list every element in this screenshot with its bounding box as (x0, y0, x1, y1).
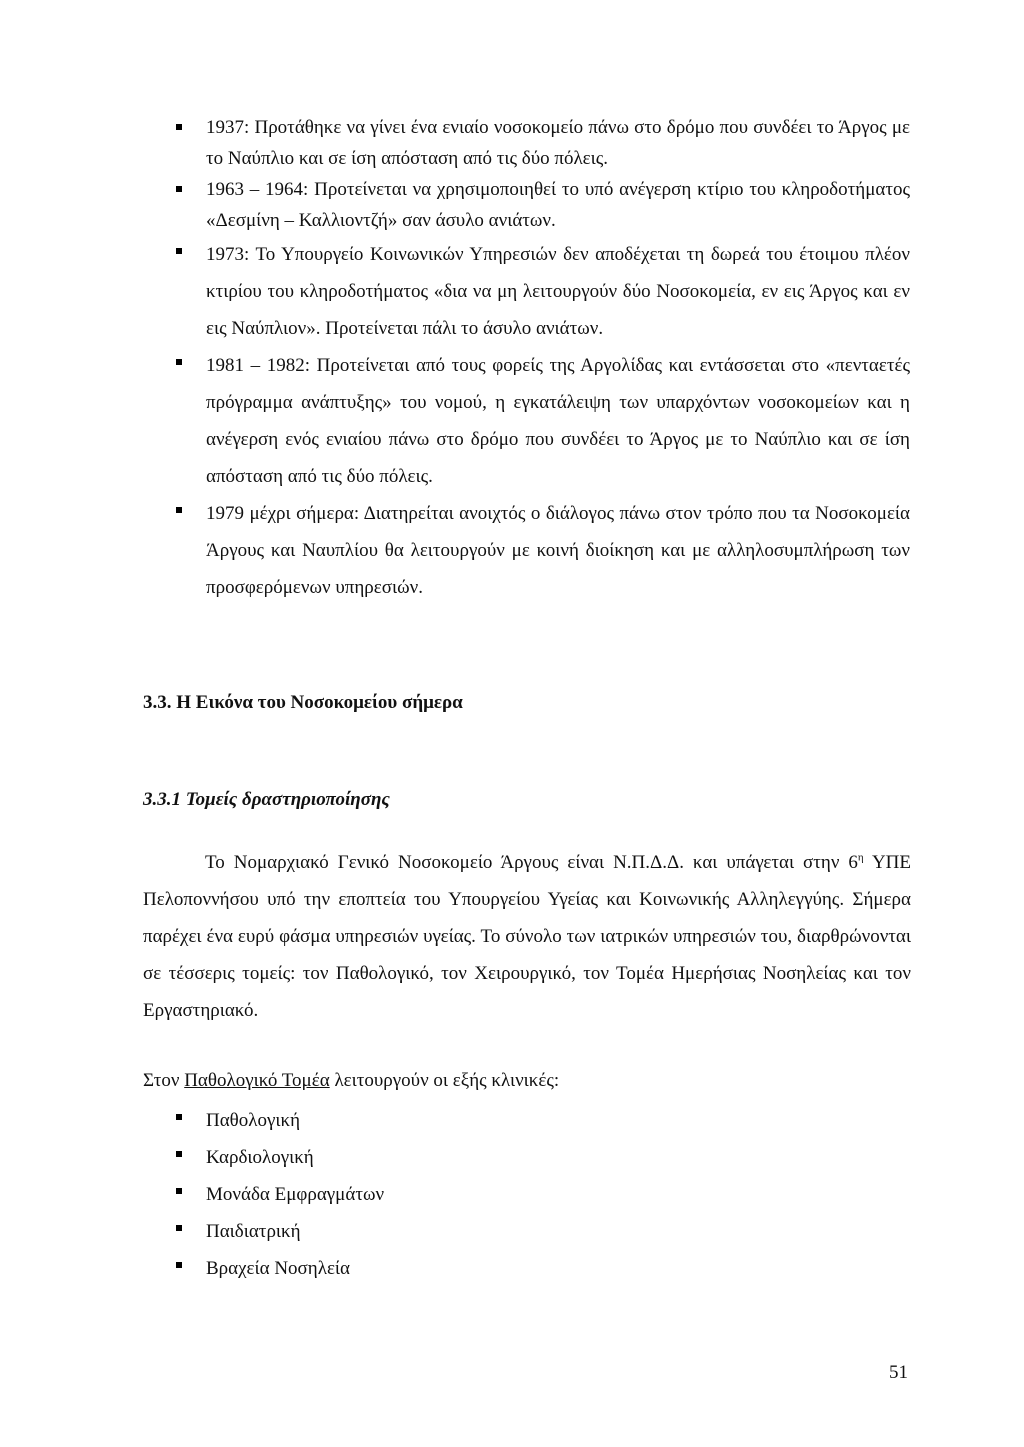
paragraph-text-part2: ΥΠΕ Πελοποννήσου υπό την εποπτεία του Υπουργείου Υγείας και Κοινωνικής Αλληλεγγύης. Σήμερα παρέχει ένα ευρύ φάσμα υπηρεσιών υγείας. Το σύνολο των ιατρικών υπηρεσιών του, διαρθρώνονται σε τέσσερις τομείς: τον Παθολογικό, τον Χειρουργικό, τον Τομέα Ημερήσιας Νοσηλείας και τον Εργαστηριακό. (143, 852, 912, 1021)
square-bullet-icon (176, 1151, 182, 1157)
clinic-item-text: Καρδιολογική (206, 1147, 314, 1168)
square-bullet-icon (176, 186, 182, 192)
square-bullet-icon (176, 1225, 182, 1231)
clinic-item (172, 1139, 910, 1176)
square-bullet-icon (176, 359, 182, 365)
history-item-1981 (172, 347, 910, 495)
clinics-intro (143, 1066, 559, 1096)
square-bullet-icon (176, 1262, 182, 1268)
history-item-text: 1963 – 1964: Προτείνεται να χρησιμοποιηθεί το υπό ανέγερση κτίριο του κληροδοτήματος «Δεσμίνη – Καλλιοντζή» σαν άσυλο ανιάτων. (206, 179, 910, 231)
history-timeline-list (172, 112, 910, 606)
clinic-item-text: Βραχεία Νοσηλεία (206, 1258, 350, 1279)
clinics-intro-underlined: Παθολογικό Τομέα (184, 1070, 330, 1091)
clinic-item-text: Μονάδα Εμφραγμάτων (206, 1184, 385, 1205)
history-item-text: 1973: Το Υπουργείο Κοινωνικών Υπηρεσιών δεν αποδέχεται τη δωρεά του έτοιμου πλέον κτιρίου του κληροδοτήματος «δια να μη λειτουργούν δύο Νοσοκομεία, εν εις Άργος και εν εις Ναύπλιον». Προτείνεται πάλι το άσυλο ανιάτων. (206, 244, 910, 339)
clinics-list (172, 1102, 910, 1287)
square-bullet-icon (176, 1188, 182, 1194)
clinic-item-text: Παιδιατρική (206, 1221, 301, 1242)
clinics-intro-suffix: λειτουργούν οι εξής κλινικές: (329, 1070, 560, 1091)
clinic-item (172, 1176, 910, 1213)
history-item-text: 1937: Προτάθηκε να γίνει ένα ενιαίο νοσοκομείο πάνω στο δρόμο που συνδέει το Άργος με το Ναύπλιο και σε ίση απόσταση από τις δύο πόλεις. (206, 117, 910, 169)
page-number: 51 (889, 1362, 908, 1383)
square-bullet-icon (176, 507, 182, 513)
clinic-item-text: Παθολογική (206, 1110, 301, 1131)
square-bullet-icon (176, 1114, 182, 1120)
history-item-text: 1981 – 1982: Προτείνεται από τους φορείς της Αργολίδας και εντάσσεται στο «πενταετές πρόγραμμα ανάπτυξης» του νομού, η εγκατάλειψη των υπαρχόντων νοσοκομείων και η ανέγερση ενός ενιαίου πάνω στο δρόμο που συνδέει το Άργος με το Ναύπλιο και σε ίση απόσταση από τις δύο πόλεις. (206, 355, 910, 487)
square-bullet-icon (176, 124, 182, 130)
history-item-1973 (172, 236, 910, 347)
history-item-1979 (172, 495, 910, 606)
clinic-item (172, 1102, 910, 1139)
section-heading: 3.3. Η Εικόνα του Νοσοκομείου σήμερα (143, 692, 463, 713)
clinic-item (172, 1250, 910, 1287)
paragraph-text-part1: Το Νομαρχιακό Γενικό Νοσοκομείο Άργους είναι Ν.Π.Δ.Δ. και υπάγεται στην 6 (205, 852, 858, 873)
history-item-1963 (172, 174, 910, 236)
subsection-heading: 3.3.1 Τομείς δραστηριοποίησης (143, 789, 390, 810)
clinic-item (172, 1213, 910, 1250)
square-bullet-icon (176, 248, 182, 254)
clinics-intro-prefix: Στον (143, 1070, 185, 1091)
history-item-text: 1979 μέχρι σήμερα: Διατηρείται ανοιχτός ο διάλογος πάνω στον τρόπο που τα Νοσοκομεία Άργους και Ναυπλίου θα λειτουργούν με κοινή διοίκηση και με αλληλοσυμπλήρωση των προσφερόμενων υπηρεσιών. (206, 503, 910, 598)
hospital-description-paragraph (143, 844, 911, 1029)
history-item-1937 (172, 112, 910, 174)
ordinal-superscript: η (857, 851, 864, 864)
